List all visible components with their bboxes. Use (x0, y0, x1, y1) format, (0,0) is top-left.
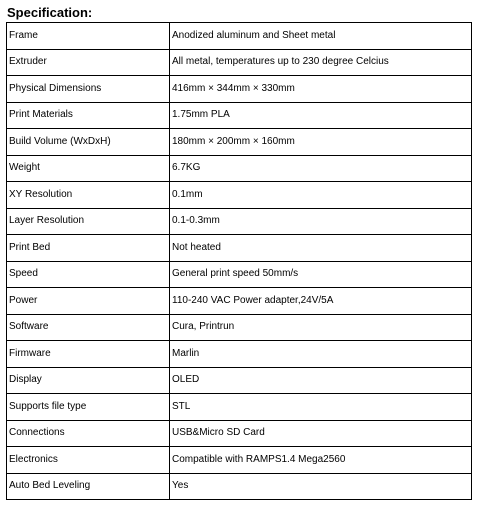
spec-label: Software (7, 314, 170, 341)
spec-value: Not heated (170, 235, 472, 262)
spec-value: 180mm × 200mm × 160mm (170, 129, 472, 156)
spec-value: OLED (170, 367, 472, 394)
spec-label: Weight (7, 155, 170, 182)
spec-label: Build Volume (WxDxH) (7, 129, 170, 156)
spec-value: 1.75mm PLA (170, 102, 472, 129)
spec-value: Anodized aluminum and Sheet metal (170, 23, 472, 50)
spec-label: Electronics (7, 447, 170, 474)
spec-label: Speed (7, 261, 170, 288)
spec-value: General print speed 50mm/s (170, 261, 472, 288)
spec-label: Print Materials (7, 102, 170, 129)
spec-row-power (7, 288, 472, 315)
spec-label: Connections (7, 420, 170, 447)
spec-value: 0.1-0.3mm (170, 208, 472, 235)
spec-row-physical-dimensions (7, 76, 472, 103)
spec-row-xy-resolution (7, 182, 472, 209)
spec-row-weight (7, 155, 472, 182)
spec-value: Yes (170, 473, 472, 500)
section-heading: Specification: (7, 5, 93, 20)
spec-value: 416mm × 344mm × 330mm (170, 76, 472, 103)
spec-row-supports-file-type (7, 394, 472, 421)
spec-row-print-materials (7, 102, 472, 129)
spec-row-software (7, 314, 472, 341)
spec-value: 110-240 VAC Power adapter,24V/5A (170, 288, 472, 315)
spec-row-layer-resolution (7, 208, 472, 235)
spec-value: All metal, temperatures up to 230 degree Celcius (170, 49, 472, 76)
spec-row-speed (7, 261, 472, 288)
spec-row-frame (7, 23, 472, 50)
spec-label: Auto Bed Leveling (7, 473, 170, 500)
spec-value: USB&Micro SD Card (170, 420, 472, 447)
spec-label: Layer Resolution (7, 208, 170, 235)
spec-row-electronics (7, 447, 472, 474)
spec-value: Marlin (170, 341, 472, 368)
spec-label: Power (7, 288, 170, 315)
spec-label: Extruder (7, 49, 170, 76)
spec-row-build-volume (7, 129, 472, 156)
spec-label: Display (7, 367, 170, 394)
spec-value: STL (170, 394, 472, 421)
spec-row-connections (7, 420, 472, 447)
spec-label: Firmware (7, 341, 170, 368)
spec-row-firmware (7, 341, 472, 368)
spec-row-print-bed (7, 235, 472, 262)
spec-label: Physical Dimensions (7, 76, 170, 103)
spec-label: Supports file type (7, 394, 170, 421)
spec-row-auto-bed-leveling (7, 473, 472, 500)
spec-label: Print Bed (7, 235, 170, 262)
spec-row-display (7, 367, 472, 394)
spec-value: Compatible with RAMPS1.4 Mega2560 (170, 447, 472, 474)
spec-label: XY Resolution (7, 182, 170, 209)
spec-value: Cura, Printrun (170, 314, 472, 341)
spec-value: 0.1mm (170, 182, 472, 209)
spec-label: Frame (7, 23, 170, 50)
spec-row-extruder (7, 49, 472, 76)
spec-value: 6.7KG (170, 155, 472, 182)
specification-table-body (7, 23, 472, 500)
specification-table (6, 22, 472, 500)
